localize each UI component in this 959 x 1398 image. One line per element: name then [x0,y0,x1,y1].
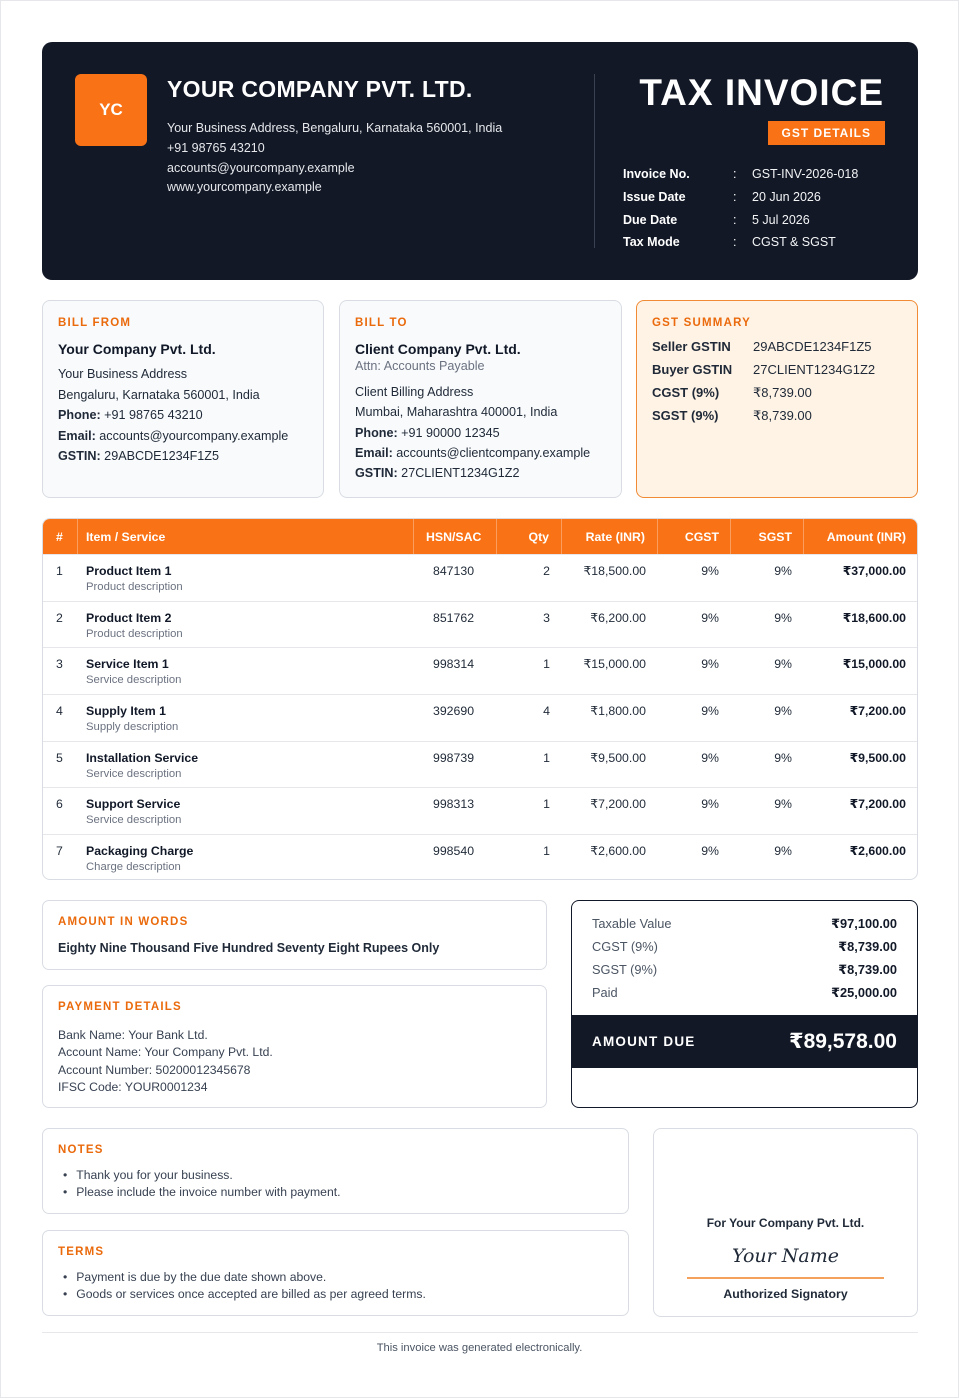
header-separator [496,519,497,554]
email-value: accounts@yourcompany.example [95,428,289,443]
header-separator [657,519,658,554]
bill-from-name: Your Company Pvt. Ltd. [58,341,216,357]
amount-due-bar [572,1015,917,1068]
row-sgst: 9% [774,704,792,719]
phone-label: Phone: [58,408,101,423]
notes-title: NOTES [58,1144,104,1156]
row-amount: ₹15,000.00 [842,657,906,672]
bank-name: Bank Name: Your Bank Ltd. [58,1028,208,1042]
item-description: Product description [86,581,183,593]
row-qty: 1 [543,657,550,672]
payment-details-title: PAYMENT DETAILS [58,1001,182,1013]
row-hsn: 851762 [433,610,475,625]
amount-due-label: AMOUNT DUE [592,1034,696,1049]
row-number: 2 [56,610,63,625]
account-name: Account Name: Your Company Pvt. Ltd. [58,1045,273,1060]
row-hsn: 998739 [433,750,475,765]
row-sgst: 9% [774,750,792,765]
signature-box [653,1128,918,1317]
item-description: Product description [86,627,183,640]
col-header-item: Item / Service [86,529,166,544]
row-rate: ₹18,500.00 [583,564,646,578]
row-sgst: 9% [774,797,792,812]
col-header-hsn: HSN/SAC [426,529,482,544]
bill-to-body [355,339,590,484]
table-row [43,554,917,601]
signature-line [687,1277,884,1279]
total-row-paid [592,981,897,1004]
terms-list [63,1269,426,1304]
bill-to-address2: Mumbai, Maharashtra 400001, India [355,405,558,420]
amount-in-words-text: Eighty Nine Thousand Five Hundred Seventy Eight Rupees Only [58,941,440,955]
terms-title: TERMS [58,1246,105,1258]
bill-from-phone [58,405,288,425]
total-label: Taxable Value [592,916,672,931]
row-item [86,611,183,640]
signature-for-company: For Your Company Pvt. Ltd. [706,1216,865,1230]
bill-to-title: BILL TO [355,317,408,329]
row-rate: ₹6,200.00 [590,610,646,625]
footer-divider [42,1332,918,1333]
row-number: 4 [56,704,63,719]
col-header-number: # [56,529,63,544]
total-value: ₹25,000.00 [831,984,897,1000]
phone-value: +91 98765 43210 [100,408,203,423]
company-address: Your Business Address, Bengaluru, Karnataka 560001, India [167,121,503,135]
amount-in-words-title: AMOUNT IN WORDS [58,916,189,928]
payment-lines [58,1027,273,1097]
payment-details-box [42,985,547,1108]
gstin-value: 27CLIENT1234G1Z2 [397,466,520,481]
row-sgst: 9% [774,657,792,672]
row-amount: ₹7,200.00 [849,704,906,719]
bill-from-title: BILL FROM [58,317,132,329]
meta-label: Tax Mode [623,235,680,250]
col-header-amount: Amount (INR) [826,529,906,544]
signature-name: Your Name [732,1245,839,1267]
row-number: 1 [56,564,63,578]
bill-to-phone [355,423,590,443]
meta-colon: : [733,212,737,227]
header-separator [77,519,78,554]
row-sgst: 9% [774,610,792,625]
row-hsn: 847130 [433,564,475,578]
row-amount: ₹9,500.00 [849,750,906,765]
row-number: 3 [56,657,63,672]
item-name: Product Item 1 [86,564,172,578]
gst-label: CGST (9%) [652,385,720,401]
col-header-qty: Qty [528,529,549,544]
note-item: • Thank you for your business. [63,1167,341,1184]
row-cgst: 9% [701,704,719,719]
total-row-cgst [592,935,897,958]
meta-row-due-date [623,208,858,231]
total-label: Paid [592,985,618,1000]
gstin-label: GSTIN: [58,449,101,464]
footer-note: This invoice was generated electronically. [376,1342,583,1354]
meta-label: Issue Date [623,190,686,205]
gst-row [652,336,875,359]
meta-value: CGST & SGST [752,235,836,250]
row-amount: ₹7,200.00 [849,797,906,812]
invoice-meta [623,163,858,254]
row-rate: ₹1,800.00 [590,704,646,719]
invoice-header [42,42,918,280]
item-description: Service description [86,674,182,687]
row-amount: ₹18,600.00 [842,610,906,625]
meta-row-invoice-no [623,163,858,186]
row-cgst: 9% [701,610,719,625]
meta-colon: : [733,190,737,205]
note-item: • Please include the invoice number with payment. [63,1184,341,1201]
total-row-sgst [592,958,897,981]
header-separator [561,519,562,554]
bill-to-email [355,443,590,463]
col-header-cgst: CGST [684,529,719,544]
row-hsn: 998540 [433,844,475,859]
row-cgst: 9% [701,844,719,859]
amount-due-value: ₹89,578.00 [788,1030,897,1053]
total-value: ₹97,100.00 [831,915,897,931]
notes-box [42,1128,629,1214]
terms-box [42,1230,629,1316]
signatory-role: Authorized Signatory [723,1287,848,1301]
document-title: TAX INVOICE [639,72,884,113]
item-name: Packaging Charge [86,844,194,859]
row-rate: ₹9,500.00 [590,750,646,765]
meta-row-issue-date [623,186,858,209]
row-sgst: 9% [774,844,792,859]
gst-details-badge: GST DETAILS [768,121,885,145]
header-separator [730,519,731,554]
header-divider [594,74,595,248]
row-rate: ₹7,200.00 [590,797,646,812]
bill-to-address1: Client Billing Address [355,384,474,399]
row-item [86,751,198,780]
table-row [43,601,917,648]
table-row [43,834,917,880]
company-logo: YC [75,74,147,146]
row-item [86,797,181,826]
gst-summary-body [652,336,875,428]
meta-row-tax-mode [623,231,858,254]
col-header-sgst: SGST [758,529,792,544]
row-qty: 1 [543,797,550,812]
ifsc-code: IFSC Code: YOUR0001234 [58,1080,208,1095]
gst-row [652,405,875,428]
bill-to-card [339,300,622,498]
row-hsn: 998314 [433,657,475,672]
item-name: Service Item 1 [86,657,169,672]
row-qty: 1 [543,750,550,765]
bill-from-address2: Bengaluru, Karnataka 560001, India [58,387,260,402]
total-row-taxable [592,912,897,935]
row-number: 5 [56,750,63,765]
row-item [86,704,178,733]
total-value: ₹8,739.00 [838,961,897,977]
term-item: • Payment is due by the due date shown above. [63,1269,426,1286]
totals-box [571,900,918,1108]
gst-row [652,359,875,382]
item-name: Installation Service [86,750,199,765]
header-separator [413,519,414,554]
bill-from-card [42,300,324,498]
bill-to-attn: Attn: Accounts Payable [355,359,485,374]
bill-from-email [58,426,288,446]
bill-from-gstin [58,446,288,466]
gst-row [652,382,875,405]
meta-value: 20 Jun 2026 [752,190,821,205]
row-amount: ₹37,000.00 [842,564,906,578]
account-number: Account Number: 50200012345678 [58,1062,251,1077]
gst-label: Seller GSTIN [652,339,731,355]
meta-value: 5 Jul 2026 [752,212,810,227]
row-rate: ₹2,600.00 [590,844,646,859]
row-qty: 3 [543,610,550,625]
row-rate: ₹15,000.00 [583,657,646,672]
phone-value: +91 90000 12345 [397,425,500,440]
email-label: Email: [58,428,96,443]
table-header [43,519,917,554]
gstin-label: GSTIN: [355,466,398,481]
row-cgst: 9% [701,657,719,672]
item-description: Service description [86,814,182,827]
company-website: www.yourcompany.example [167,180,322,195]
item-description: Charge description [86,861,181,874]
row-qty: 4 [543,704,550,719]
total-value: ₹8,739.00 [838,938,897,954]
row-cgst: 9% [701,750,719,765]
gst-value: 27CLIENT1234G1Z2 [753,362,876,378]
row-hsn: 392690 [433,704,475,719]
bill-to-name: Client Company Pvt. Ltd. [355,341,521,357]
bill-to-gstin [355,463,590,483]
meta-colon: : [733,235,737,250]
table-row [43,787,917,834]
table-row [43,647,917,694]
bill-from-address1: Your Business Address [58,367,188,382]
phone-label: Phone: [355,425,398,440]
row-amount: ₹2,600.00 [849,844,906,859]
item-description: Supply description [86,721,179,734]
gstin-value: 29ABCDE1234F1Z5 [100,449,219,464]
row-qty: 2 [543,564,550,578]
company-contact [167,119,502,198]
email-value: accounts@clientcompany.example [392,446,591,461]
gst-summary-card [636,300,918,498]
term-item: • Goods or services once accepted are billed as per agreed terms. [63,1286,426,1303]
company-phone: +91 98765 43210 [167,140,265,155]
row-cgst: 9% [701,564,719,578]
header-separator [803,519,804,554]
row-hsn: 998313 [433,797,475,812]
gst-summary-title: GST SUMMARY [652,317,752,329]
item-name: Product Item 2 [86,610,172,625]
company-name: YOUR COMPANY PVT. LTD. [167,76,473,102]
row-cgst: 9% [701,797,719,812]
total-label: CGST (9%) [592,939,658,954]
gst-value: ₹8,739.00 [753,385,812,401]
row-sgst: 9% [774,564,792,578]
item-name: Support Service [86,797,181,812]
col-header-rate: Rate (INR) [585,529,645,544]
row-number: 6 [56,797,63,812]
row-item [86,844,193,873]
meta-label: Invoice No. [623,167,690,182]
bill-from-body [58,339,288,466]
gst-value: 29ABCDE1234F1Z5 [753,339,872,355]
items-table [42,518,918,880]
notes-list [63,1167,341,1202]
row-item [86,564,183,593]
total-label: SGST (9%) [592,962,658,977]
item-description: Service description [86,767,182,780]
row-number: 7 [56,844,63,859]
item-name: Supply Item 1 [86,704,166,719]
row-qty: 1 [543,844,550,859]
email-label: Email: [355,446,393,461]
company-email: accounts@yourcompany.example [167,160,355,175]
gst-label: SGST (9%) [652,408,719,424]
meta-label: Due Date [623,212,678,227]
amount-in-words-box [42,900,547,970]
meta-colon: : [733,167,737,182]
gst-label: Buyer GSTIN [652,362,733,378]
meta-value: GST-INV-2026-018 [752,167,859,182]
gst-value: ₹8,739.00 [753,408,812,424]
row-item [86,657,181,686]
table-row [43,694,917,741]
table-row [43,741,917,788]
